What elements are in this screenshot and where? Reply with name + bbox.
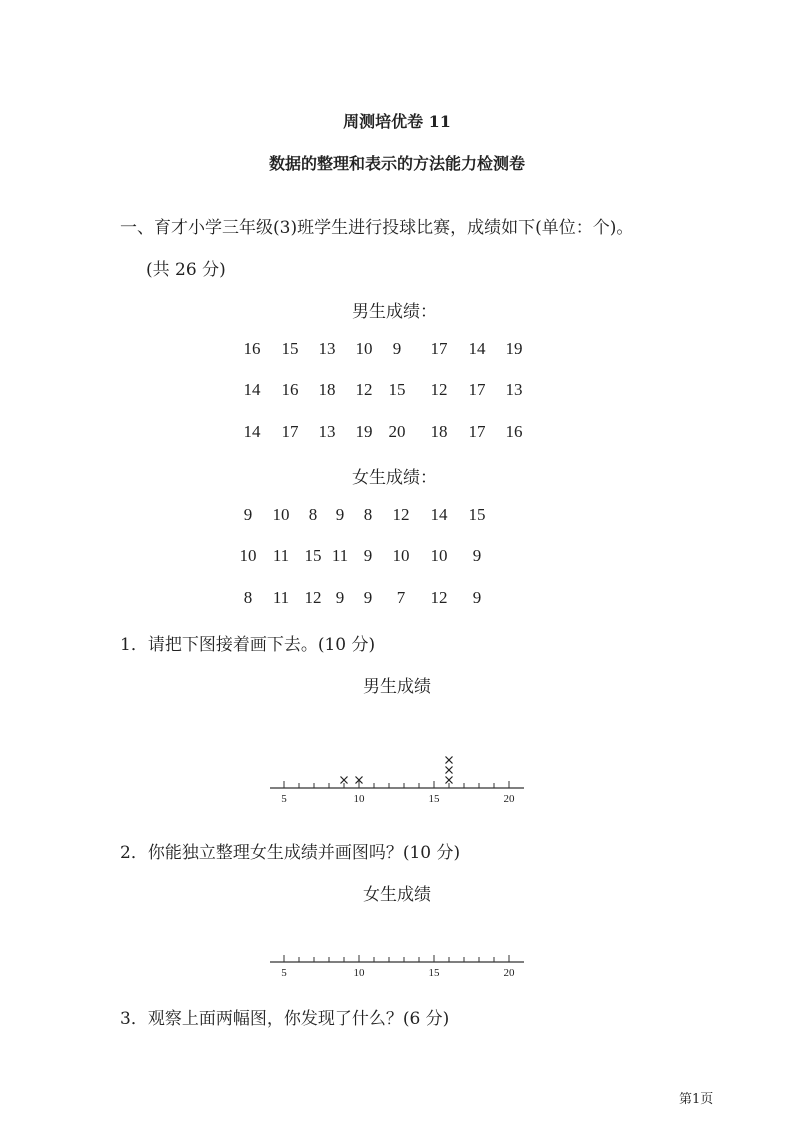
tick-label: 20 [503,793,515,805]
boys-score-cell: 19 [355,422,373,441]
girls-score-cell: 9 [243,505,253,524]
boys-score-cell: 19 [505,339,523,358]
boys-chart-title: 男生成绩 [363,677,431,697]
tick-label: 5 [281,793,287,805]
girls-score-cell: 12 [430,588,448,607]
boys-score-cell: 10 [355,339,373,358]
girls-score-cell: 8 [243,588,253,607]
girls-score-cell: 9 [335,505,345,524]
boys-score-row [0,339,794,361]
boys-score-cell: 13 [318,339,336,358]
boys-score-cell: 17 [430,339,448,358]
tick-label: 5 [281,967,287,979]
x-mark [446,777,453,784]
girls-score-cell: 9 [363,546,373,565]
tick-label: 10 [353,967,365,979]
girls-score-cell: 11 [272,588,290,607]
girls-score-row [0,546,794,568]
x-mark [446,767,453,774]
tick-label: 15 [428,967,440,979]
boys-score-cell: 14 [243,422,261,441]
girls-score-cell: 14 [430,505,448,524]
girls-score-cell: 9 [335,588,345,607]
page-number: 第1页 [679,1092,714,1107]
girls-score-cell: 11 [331,546,349,565]
boys-score-cell: 16 [505,422,523,441]
boys-score-cell: 17 [281,422,299,441]
girls-score-cell: 9 [472,546,482,565]
tick-label: 10 [353,793,365,805]
girls-score-cell: 12 [392,505,410,524]
boys-score-cell: 13 [318,422,336,441]
boys-score-cell: 13 [505,380,523,399]
boys-score-cell: 12 [430,380,448,399]
boys-score-cell: 17 [468,380,486,399]
girls-score-cell: 15 [468,505,486,524]
boys-score-cell: 20 [388,422,406,441]
girls-label: 女生成绩： [352,468,437,488]
girls-score-row [0,588,794,610]
girls-score-cell: 10 [430,546,448,565]
girls-dot-plot [264,935,534,985]
question-1-points: (共 26 分) [146,260,226,280]
boys-score-row [0,422,794,444]
boys-dot-plot [264,740,534,810]
boys-score-cell: 9 [392,339,402,358]
girls-score-cell: 10 [392,546,410,565]
girls-score-cell: 10 [239,546,257,565]
girls-score-cell: 15 [304,546,322,565]
boys-score-cell: 18 [430,422,448,441]
x-mark [341,777,348,784]
girls-score-cell: 9 [472,588,482,607]
page-title: 周测培优卷 11 [343,112,451,131]
tick-label: 20 [503,967,515,979]
girls-score-cell: 12 [304,588,322,607]
subquestion-1: 1．请把下图接着画下去。(10 分) [120,635,376,655]
boys-score-cell: 15 [388,380,406,399]
boys-score-cell: 14 [468,339,486,358]
subquestion-2: 2．你能独立整理女生成绩并画图吗？(10 分) [120,843,461,863]
girls-score-cell: 8 [363,505,373,524]
question-1-text: 一、育才小学三年级(3)班学生进行投球比赛，成绩如下(单位：个)。 [120,218,634,238]
boys-score-cell: 12 [355,380,373,399]
tick-label: 15 [428,793,440,805]
page-subtitle: 数据的整理和表示的方法能力检测卷 [268,154,526,173]
girls-chart-title: 女生成绩 [363,885,431,905]
boys-score-cell: 18 [318,380,336,399]
boys-score-cell: 14 [243,380,261,399]
girls-score-cell: 10 [272,505,290,524]
boys-score-row [0,380,794,402]
girls-score-cell: 9 [363,588,373,607]
girls-score-cell: 11 [272,546,290,565]
girls-score-row [0,505,794,527]
boys-score-cell: 16 [281,380,299,399]
boys-score-cell: 16 [243,339,261,358]
girls-score-cell: 8 [308,505,318,524]
girls-score-cell: 7 [396,588,406,607]
boys-score-cell: 17 [468,422,486,441]
subquestion-3: 3．观察上面两幅图，你发现了什么？(6 分) [120,1009,450,1029]
boys-label: 男生成绩： [352,302,437,322]
x-mark [446,757,453,764]
boys-score-cell: 15 [281,339,299,358]
